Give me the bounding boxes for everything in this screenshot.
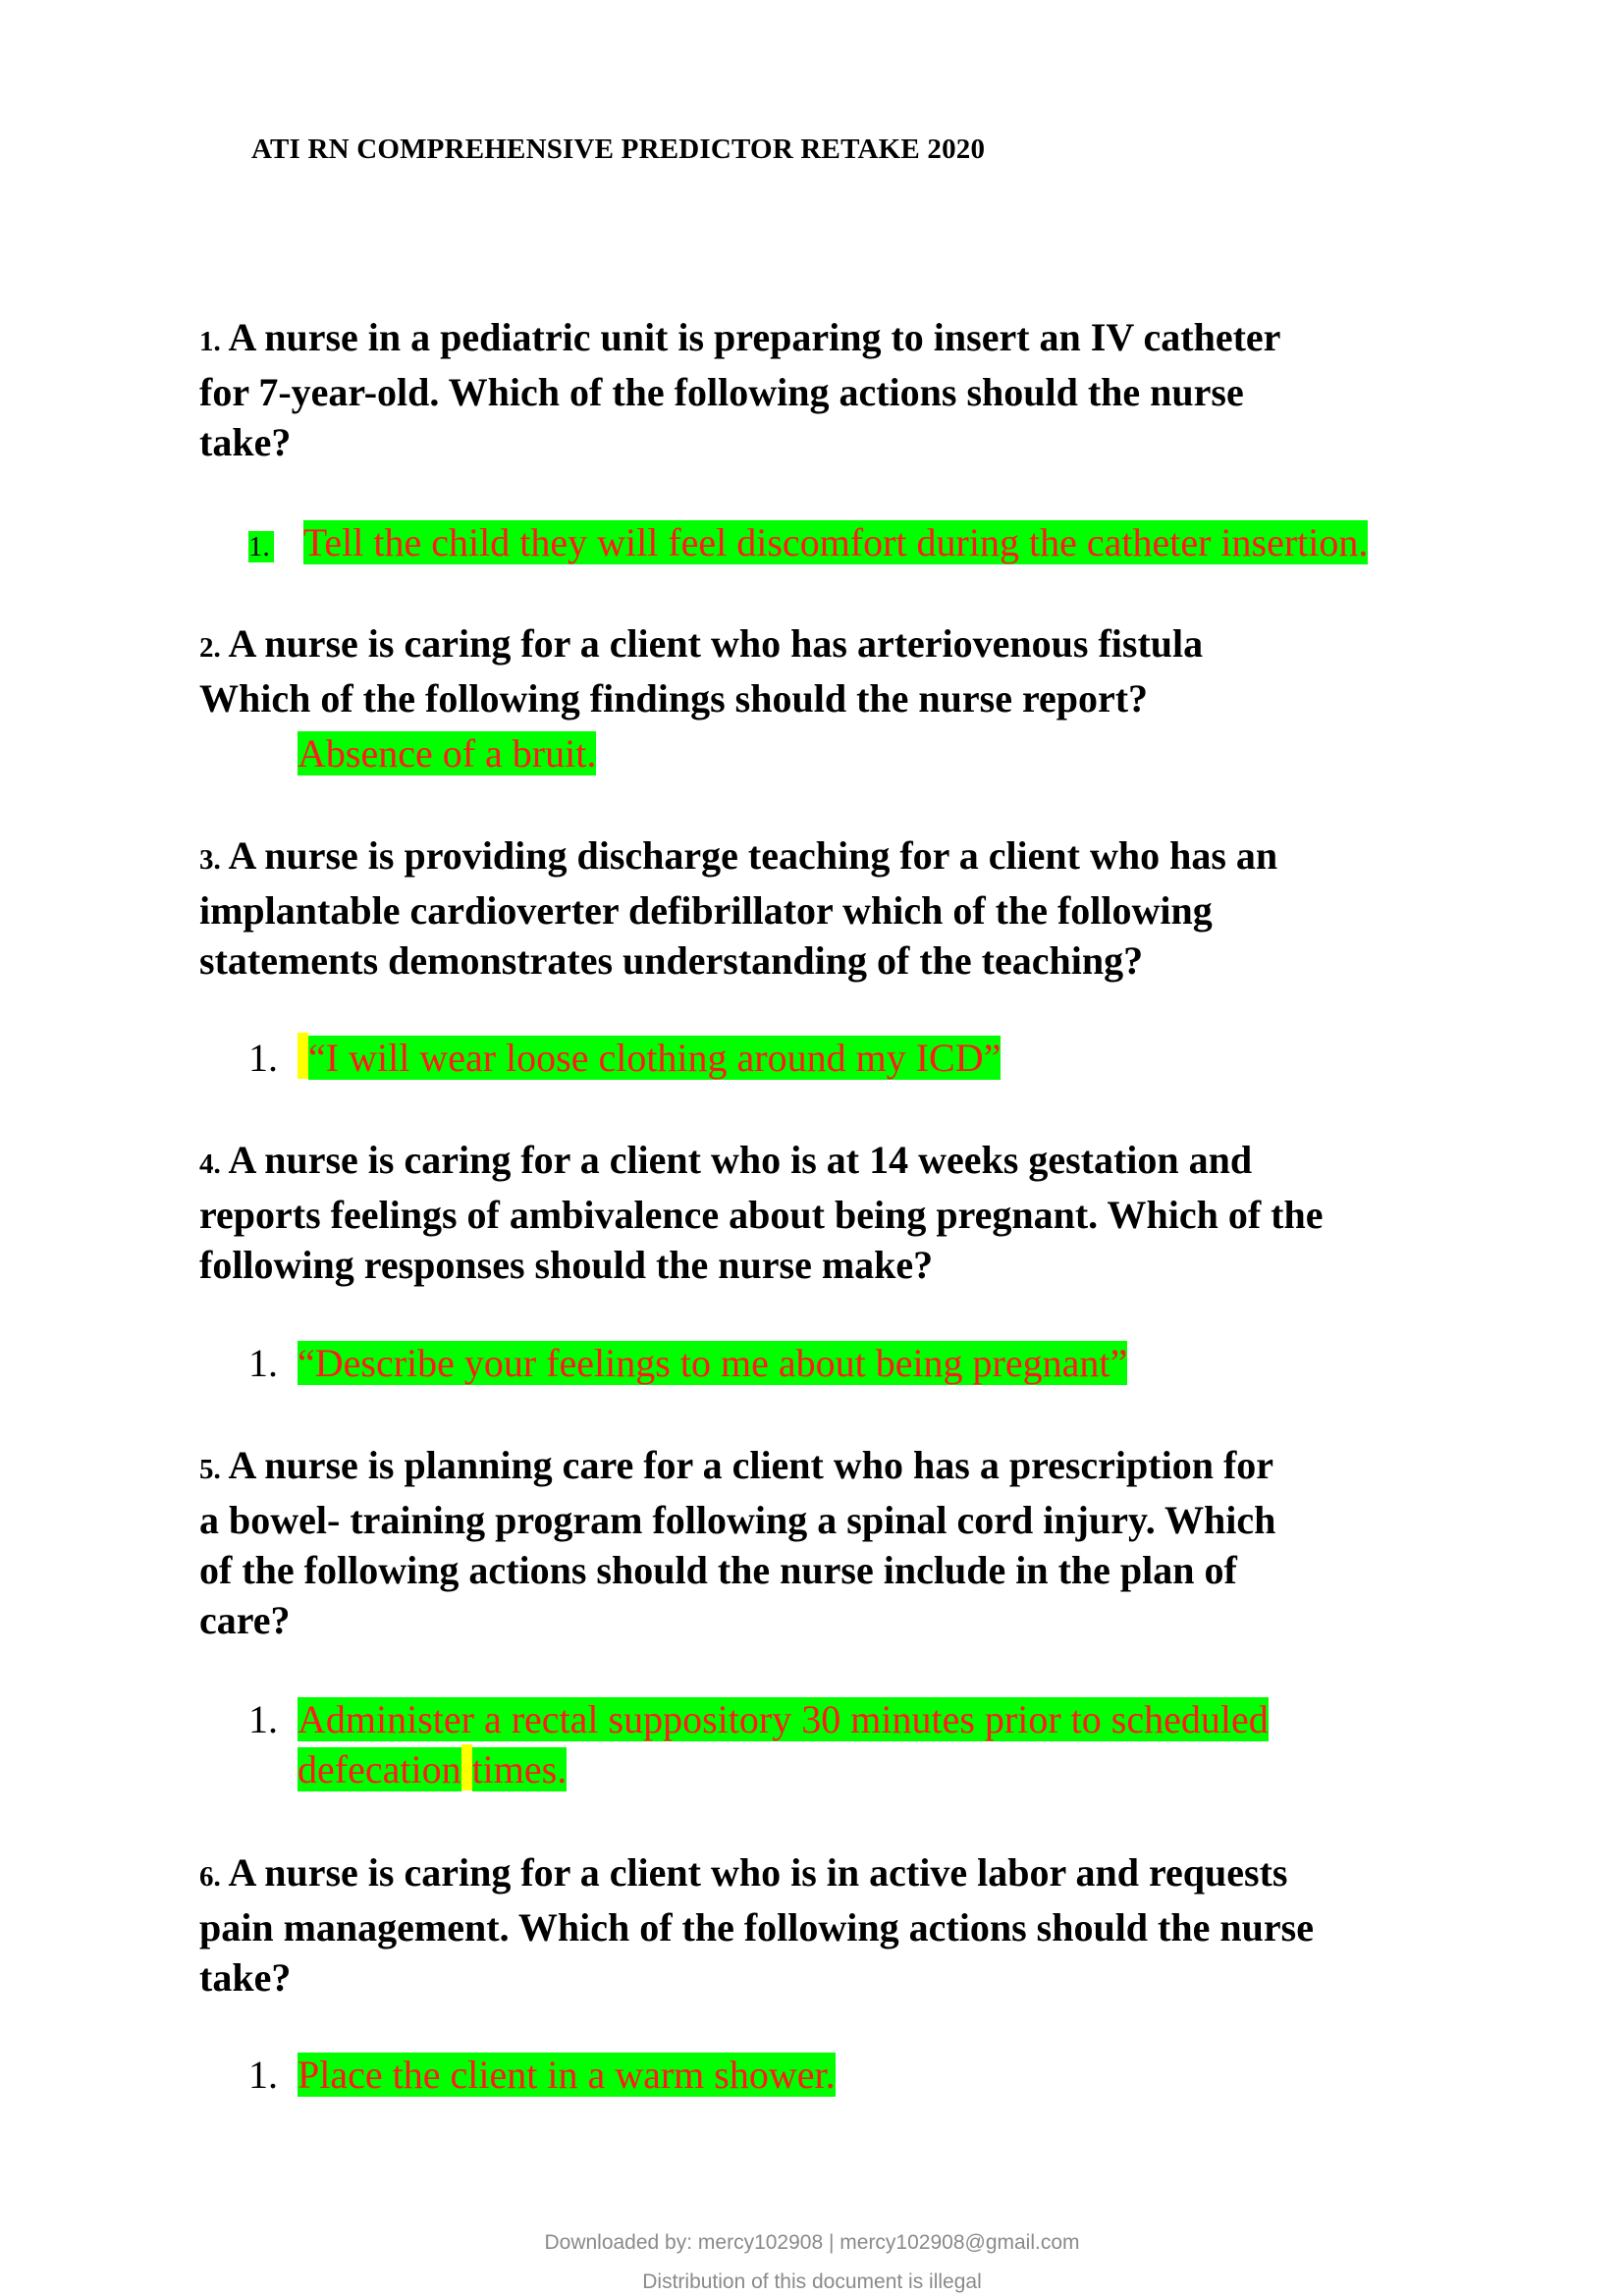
- question-text-line: A nurse in a pediatric unit is preparing to insert an IV catheter: [228, 315, 1281, 359]
- answer-text-line: Administer a rectal suppository 30 minutes prior to scheduled: [298, 1697, 1269, 1741]
- answer-text: “Describe your feelings to me about being pregnant”: [298, 1341, 1128, 1385]
- answer-text: Tell the child they will feel discomfort during the catheter insertion.: [302, 520, 1369, 564]
- answer-number: 1.: [248, 1341, 278, 1385]
- answer-text: “I will wear loose clothing around my ICD”: [308, 1036, 1001, 1080]
- highlight-mark: [298, 1033, 308, 1079]
- question-number: 5.: [199, 1454, 221, 1485]
- question-number: 6.: [199, 1861, 221, 1893]
- question-text-line: a bowel- training program following a spinal cord injury. Which: [199, 1498, 1276, 1542]
- question-text-line: care?: [199, 1598, 291, 1642]
- question-text-line: take?: [199, 420, 292, 464]
- question-5: [199, 1440, 1476, 1645]
- question-text-line: following responses should the nurse make?: [199, 1243, 934, 1287]
- question-number: 4.: [199, 1148, 221, 1180]
- question-number: 1.: [199, 326, 221, 357]
- answer-text-line: times.: [471, 1747, 568, 1791]
- highlight-mark: [461, 1744, 472, 1790]
- question-2: [199, 618, 1476, 723]
- answer-2: [298, 728, 596, 778]
- question-text-line: A nurse is caring for a client who is at 14 weeks gestation and: [228, 1138, 1253, 1182]
- answer-4: [248, 1338, 1127, 1388]
- question-text-line: Which of the following findings should the nurse report?: [199, 676, 1149, 721]
- answer-number: 1.: [248, 531, 274, 562]
- question-4: [199, 1135, 1476, 1290]
- answer-number: 1.: [248, 1697, 278, 1741]
- answer-text: Absence of a bruit.: [298, 731, 597, 775]
- question-number: 3.: [199, 844, 221, 876]
- answer-text-line: defecation: [298, 1747, 461, 1791]
- question-6: [199, 1847, 1476, 2002]
- answer-3: [248, 1033, 1001, 1083]
- question-text-line: take?: [199, 1955, 292, 2000]
- answer-1: [248, 517, 1368, 572]
- question-text-line: A nurse is caring for a client who has arteriovenous fistula: [228, 621, 1204, 666]
- question-text-line: reports feelings of ambivalence about being pregnant. Which of the: [199, 1193, 1324, 1237]
- answer-5: [248, 1694, 1476, 1794]
- answer-number: 1.: [248, 1036, 278, 1080]
- question-text-line: implantable cardioverter defibrillator which of the following: [199, 888, 1213, 933]
- question-text-line: statements demonstrates understanding of the teaching?: [199, 938, 1144, 983]
- question-3: [199, 830, 1476, 986]
- question-number: 2.: [199, 632, 221, 664]
- answer-text: Place the client in a warm shower.: [298, 2053, 836, 2097]
- question-text-line: A nurse is providing discharge teaching for a client who has an: [228, 833, 1278, 878]
- answer-number: 1.: [248, 2053, 278, 2097]
- answer-6: [248, 2050, 836, 2100]
- question-1: [199, 312, 1476, 467]
- download-notice: Downloaded by: mercy102908 | mercy102908@gmail.com: [544, 2231, 1080, 2254]
- question-text-line: A nurse is planning care for a client who has a prescription for: [228, 1443, 1274, 1487]
- question-text-line: for 7-year-old. Which of the following actions should the nurse: [199, 370, 1244, 414]
- distribution-notice: Distribution of this document is illegal: [642, 2270, 982, 2293]
- question-text-line: A nurse is caring for a client who is in active labor and requests: [228, 1850, 1288, 1895]
- page-title: ATI RN COMPREHENSIVE PREDICTOR RETAKE 2020: [251, 133, 986, 165]
- question-text-line: of the following actions should the nurse include in the plan of: [199, 1548, 1237, 1592]
- question-text-line: pain management. Which of the following actions should the nurse: [199, 1905, 1314, 1949]
